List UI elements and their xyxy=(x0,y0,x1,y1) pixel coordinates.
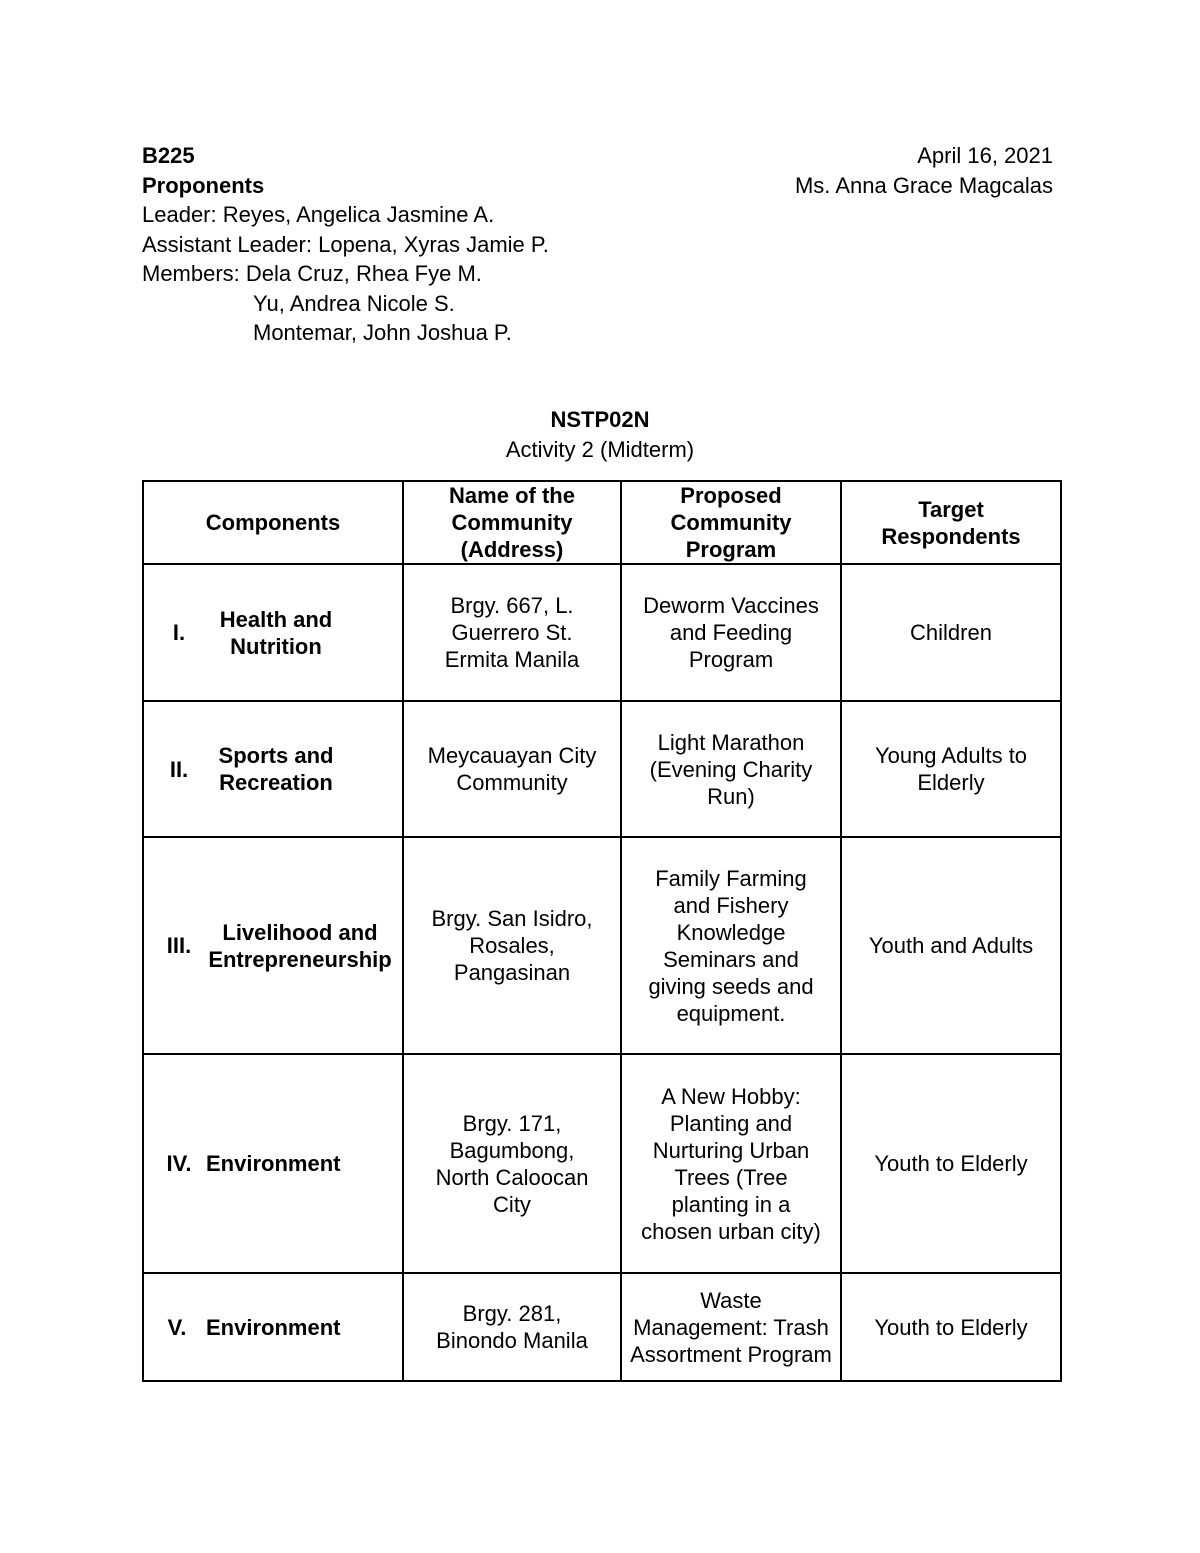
respondents-cell: Youth to Elderly xyxy=(841,1273,1061,1381)
community-cell: Brgy. 171, Bagumbong, North Caloocan City xyxy=(403,1054,621,1273)
program-cell: Deworm Vaccines and Feeding Program xyxy=(621,564,841,701)
respondents-cell: Youth and Adults xyxy=(841,837,1061,1054)
table-row xyxy=(143,701,1061,837)
table-row xyxy=(143,564,1061,701)
community-cell: Brgy. 667, L. Guerrero St. Ermita Manila xyxy=(403,564,621,701)
respondents-cell: Children xyxy=(841,564,1061,701)
component-name: Environment xyxy=(206,1151,341,1176)
table-row xyxy=(143,1054,1061,1273)
component-name: Health and Nutrition xyxy=(219,606,333,659)
column-header-program: Proposed Community Program xyxy=(621,481,841,564)
document-date: April 16, 2021 xyxy=(917,143,1053,168)
column-header-components: Components xyxy=(143,481,403,564)
component-name: Sports and Recreation xyxy=(218,743,334,795)
component-number: V. xyxy=(167,1314,187,1340)
document-title xyxy=(0,405,1200,465)
members-line xyxy=(142,259,549,289)
course-code: NSTP02N xyxy=(550,407,650,432)
table-row xyxy=(143,837,1061,1054)
table-header-row xyxy=(143,481,1061,564)
members-label: Members: xyxy=(142,261,246,286)
component-number: II. xyxy=(169,756,189,782)
instructor-name: Ms. Anna Grace Magcalas xyxy=(794,172,1053,198)
activity-title: Activity 2 (Midterm) xyxy=(505,437,695,462)
member-name: Montemar, John Joshua P. xyxy=(253,320,512,345)
community-cell: Brgy. San Isidro, Rosales, Pangasinan xyxy=(403,837,621,1054)
component-cell xyxy=(143,837,403,1054)
component-name: Livelihood and Entrepreneurship xyxy=(208,919,392,972)
assistant-leader-line: Assistant Leader: Lopena, Xyras Jamie P. xyxy=(142,231,549,257)
component-number: IV. xyxy=(166,1151,192,1176)
respondents-cell: Young Adults to Elderly xyxy=(841,701,1061,837)
respondents-cell: Youth to Elderly xyxy=(841,1054,1061,1273)
column-header-community: Name of the Community (Address) xyxy=(403,481,621,564)
component-number: III. xyxy=(166,933,192,958)
community-cell: Meycauayan City Community xyxy=(403,701,621,837)
component-cell xyxy=(143,701,403,837)
column-header-respondents: Target Respondents xyxy=(841,481,1061,564)
component-number: I. xyxy=(172,620,186,645)
leader-line: Leader: Reyes, Angelica Jasmine A. xyxy=(142,202,495,227)
component-cell xyxy=(143,1273,403,1381)
programs-table xyxy=(142,480,1062,1382)
component-cell xyxy=(143,1054,403,1273)
program-cell: Light Marathon (Evening Charity Run) xyxy=(621,701,841,837)
component-name: Environment xyxy=(206,1314,341,1340)
program-cell: Family Farming and Fishery Knowledge Seminars and giving seeds and equipment. xyxy=(621,837,841,1054)
program-cell: Waste Management: Trash Assortment Program xyxy=(621,1273,841,1381)
component-cell xyxy=(143,564,403,701)
community-cell: Brgy. 281, Binondo Manila xyxy=(403,1273,621,1381)
proponents-block xyxy=(142,141,549,348)
member-name: Yu, Andrea Nicole S. xyxy=(253,290,455,316)
date-block xyxy=(795,141,1053,200)
proponents-label: Proponents xyxy=(142,172,265,198)
section-code: B225 xyxy=(142,143,195,168)
member-name: Dela Cruz, Rhea Fye M. xyxy=(245,261,482,286)
program-cell: A New Hobby: Planting and Nurturing Urban Trees (Tree planting in a chosen urban city) xyxy=(621,1054,841,1273)
table-row xyxy=(143,1273,1061,1381)
